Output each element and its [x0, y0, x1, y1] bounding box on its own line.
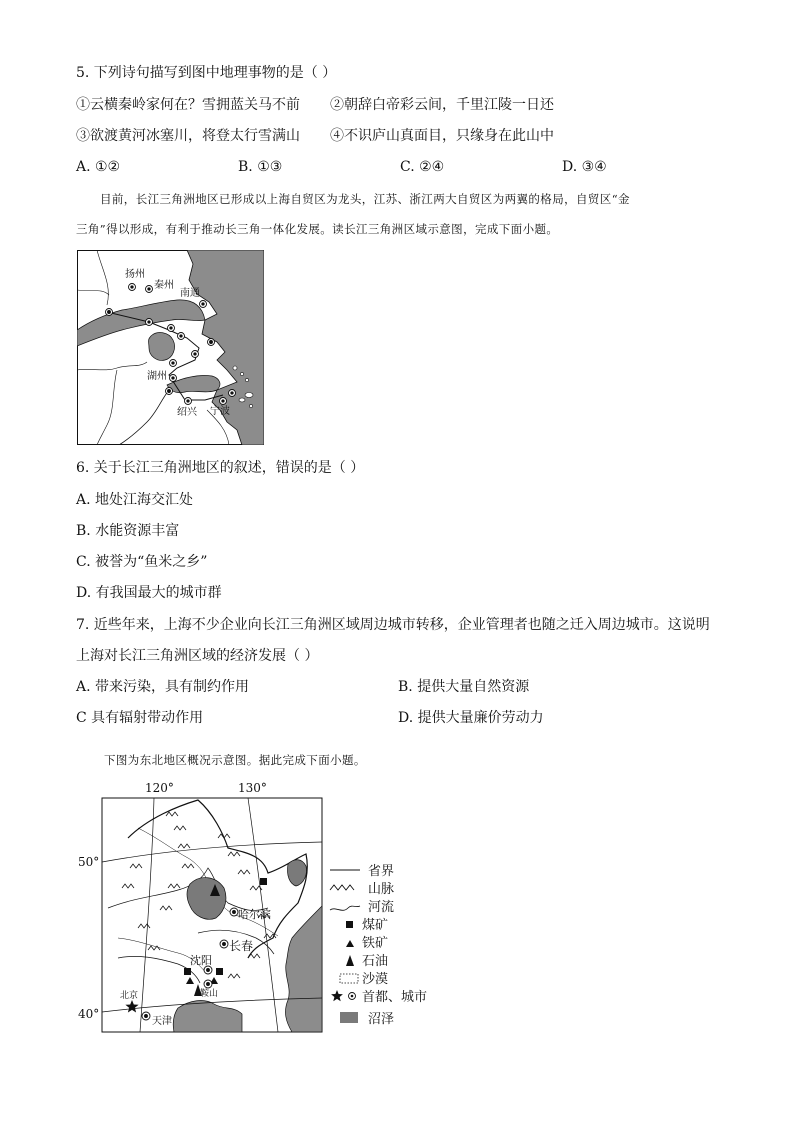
- legend-desert: 沙漠: [362, 972, 389, 987]
- legend-mountain: 山脉: [368, 882, 395, 897]
- q5-stem: 5. 下列诗句描写到图中地理事物的是（ ）: [76, 65, 337, 81]
- city-anshan: 鞍山: [200, 989, 219, 999]
- city-shenyang: 沈阳: [190, 954, 212, 967]
- coal-legend-icon: [346, 921, 353, 928]
- lon-130: 130°: [238, 781, 267, 795]
- q7-option-b: B. 提供大量自然资源: [398, 679, 530, 695]
- city-huzhou: 湖州: [147, 371, 167, 382]
- swamp-legend-icon: [340, 1012, 358, 1023]
- iron-legend-icon: [346, 940, 354, 947]
- passage1-line2: 三角”得以形成，有利于推动长三角一体化发展。读长江三角洲区域示意图，完成下面小题。: [76, 222, 559, 236]
- city-taizhou: 秦州: [154, 280, 174, 291]
- q6-option-b: B. 水能资源丰富: [76, 523, 180, 539]
- city-beijing: 北京: [120, 991, 139, 1001]
- city-harbin: 哈尔滨: [238, 908, 271, 921]
- oil-legend-icon: [346, 955, 354, 966]
- passage1-line1: 目前，长江三角洲地区已形成以上海自贸区为龙头，江苏、浙江两大自贸区为两翼的格局，自贸区“金: [100, 192, 630, 206]
- city-ningbo: 宁波: [210, 406, 230, 417]
- q5-option-c: C. ②④: [400, 159, 445, 175]
- city-yangzhou: 扬州: [125, 269, 145, 280]
- passage2: 下图为东北地区概况示意图。据此完成下面小题。: [104, 753, 366, 767]
- capital-legend-icon: [331, 990, 343, 1001]
- mountain-legend-icon: [330, 885, 354, 890]
- legend-oil: 石油: [362, 954, 389, 969]
- q6-option-a: A. 地处江海交汇处: [76, 492, 194, 508]
- legend-iron: 铁矿: [362, 936, 389, 951]
- q5-option-a: A. ①②: [76, 159, 121, 175]
- q5-poem-3: ③欲渡黄河冰塞川，将登太行雪满山: [76, 128, 300, 144]
- legend-capital-city: 首都、城市: [362, 990, 428, 1005]
- q5-poem-1: ①云横秦岭家何在？雪拥蓝关马不前: [76, 97, 300, 113]
- q7-option-c: C 具有辐射带动作用: [76, 710, 204, 726]
- coal-mine-icon: [216, 968, 223, 975]
- q5-option-b: B. ①③: [238, 159, 283, 175]
- q7-option-a: A. 带来污染，具有制约作用: [76, 679, 250, 695]
- legend-swamp: 沼泽: [368, 1012, 395, 1027]
- lat-50: 50°: [78, 855, 100, 869]
- legend-river: 河流: [368, 900, 395, 915]
- yangtze-delta-map: [77, 250, 264, 445]
- q7-stem-line2: 上海对长江三角洲区域的经济发展（ ）: [76, 648, 319, 664]
- northeast-china-map: [78, 778, 450, 1038]
- q6-option-d: D. 有我国最大的城市群: [76, 585, 222, 601]
- city-nantong: 南通: [180, 288, 200, 299]
- city-changchun: 长春: [229, 939, 254, 953]
- q5-poem-2: ②朝辞白帝彩云间，千里江陵一日还: [330, 97, 554, 113]
- legend-coal: 煤矿: [362, 918, 389, 933]
- city-tianjin: 天津: [152, 1016, 172, 1027]
- coal-mine-icon: [184, 968, 191, 975]
- q5-option-d: D. ③④: [562, 159, 607, 175]
- coal-mine-icon: [260, 878, 267, 885]
- q5-poem-4: ④不识庐山真面目，只缘身在此山中: [330, 128, 554, 144]
- q7-option-d: D. 提供大量廉价劳动力: [398, 710, 544, 726]
- lon-120: 120°: [145, 781, 174, 795]
- q6-stem: 6. 关于长江三角洲地区的叙述，错误的是（ ）: [76, 460, 365, 476]
- q6-option-c: C. 被誉为“鱼米之乡”: [76, 554, 208, 570]
- city-shaoxing: 绍兴: [177, 407, 197, 418]
- legend-border: 省界: [368, 864, 395, 879]
- desert-legend-icon: [340, 974, 358, 983]
- lat-40: 40°: [78, 1007, 100, 1021]
- q7-stem-line1: 7. 近些年来，上海不少企业向长江三角洲区域周边城市转移，企业管理者也随之迁入周边城市。这说明: [76, 617, 710, 633]
